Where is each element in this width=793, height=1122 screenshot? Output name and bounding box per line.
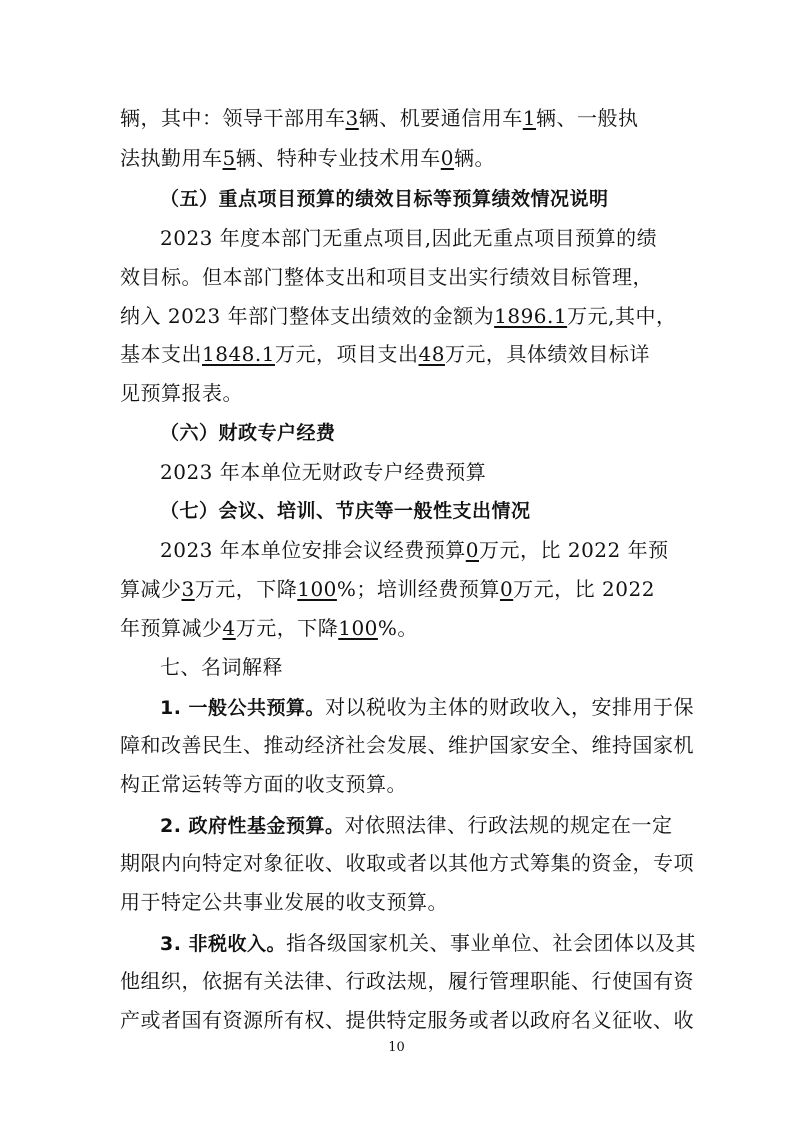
number-value: 1848.1 [202, 342, 275, 366]
number-value: 0 [465, 538, 479, 562]
number-value: 1896.1 [494, 304, 568, 328]
text-line: 产或者国有资源所有权、提供特定服务或者以政府名义征收、收 [120, 1008, 694, 1032]
section-heading: （七）会议、培训、节庆等一般性支出情况 [160, 500, 531, 522]
text-line: 法执勤用车5辆、特种专业技术用车0辆。 [120, 146, 495, 170]
number-value: 1 [522, 106, 536, 130]
number-value: 5 [222, 146, 236, 170]
number-value: 48 [418, 342, 445, 366]
definition-line: 2. 政府性基金预算。对依照法律、行政法规的规定在一定 [160, 813, 673, 837]
number-value: 100 [297, 577, 337, 601]
definition-line: 1. 一般公共预算。对以税收为主体的财政收入，安排用于保 [160, 695, 695, 719]
text-line: 期限内向特定对象征收、收取或者以其他方式筹集的资金，专项 [120, 851, 694, 875]
text-line: 效目标。但本部门整体支出和项目支出实行绩效目标管理， [120, 265, 653, 289]
number-value: 0 [499, 577, 514, 601]
number-value: 3 [345, 106, 359, 130]
number-value: 0 [440, 146, 454, 170]
text-line: 2023 年本单位无财政专户经费预算 [160, 460, 487, 484]
text-line: 2023 年度本部门无重点项目,因此无重点项目预算的绩 [160, 226, 658, 250]
number-value: 4 [222, 616, 236, 640]
definition-term: 2. 政府性基金预算。 [160, 815, 345, 837]
number-value: 100 [338, 616, 378, 640]
text-line: 他组织，依据有关法律、行政法规，履行管理职能、行使国有资 [120, 969, 694, 993]
number-value: 3 [181, 577, 195, 601]
text-line: 用于特定公共事业发展的收支预算。 [120, 890, 448, 914]
text-line: 2023 年本单位安排会议经费预算0万元，比 2022 年预 [160, 538, 669, 562]
definition-term: 3. 非税收入。 [160, 933, 287, 955]
text-line: 障和改善民生、推动经济社会发展、维护国家安全、维持国家机 [120, 733, 694, 757]
page-number: 10 [388, 1040, 405, 1055]
text-line: 基本支出1848.1万元，项目支出48万元，具体绩效目标详 [120, 342, 650, 366]
text-line: 纳入 2023 年部门整体支出绩效的金额为1896.1万元,其中， [120, 304, 677, 328]
text-line: 构正常运转等方面的收支预算。 [120, 772, 407, 796]
text-line: 见预算报表。 [120, 381, 243, 405]
definition-line: 3. 非税收入。指各级国家机关、事业单位、社会团体以及其 [160, 931, 697, 955]
chapter-heading: 七、名词解释 [160, 655, 283, 679]
section-heading: （六）财政专户经费 [160, 422, 336, 444]
definition-term: 1. 一般公共预算。 [160, 697, 326, 719]
text-line: 年预算减少4万元，下降100%。 [120, 616, 418, 640]
text-line: 算减少3万元，下降100%；培训经费预算0万元，比 2022 [120, 577, 655, 601]
section-heading: （五）重点项目预算的绩效目标等预算绩效情况说明 [160, 188, 609, 210]
text-line: 辆，其中：领导干部用车3辆、机要通信用车1辆、一般执 [120, 106, 639, 130]
